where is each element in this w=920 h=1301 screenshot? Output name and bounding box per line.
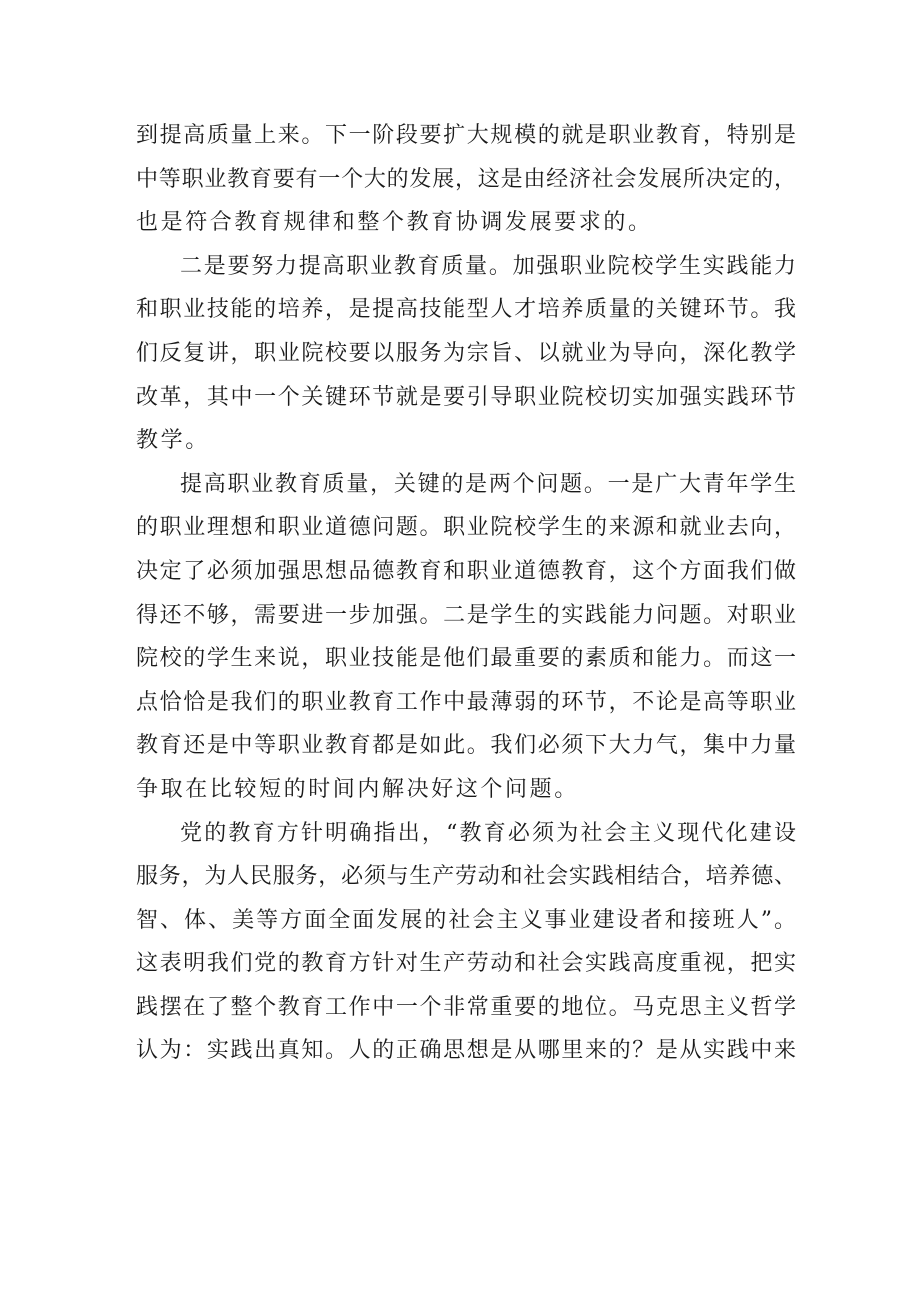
text-line: 中等职业教育要有一个大的发展，这是由经济社会发展所决定的，	[136, 166, 796, 192]
text-line: 认为：实践出真知。人的正确思想是从哪里来的？是从实践中来	[136, 1038, 796, 1064]
text-line: 和职业技能的培养，是提高技能型人才培养质量的关键环节。我	[136, 297, 796, 323]
document-body	[136, 114, 796, 1073]
text-line: 也是符合教育规律和整个教育协调发展要求的。	[136, 210, 653, 236]
text-line: 们反复讲，职业院校要以服务为宗旨、以就业为导向，深化教学	[136, 340, 796, 366]
text-line: 点恰恰是我们的职业教育工作中最薄弱的环节，不论是高等职业	[136, 689, 796, 715]
text-line: 院校的学生来说，职业技能是他们最重要的素质和能力。而这一	[136, 646, 796, 672]
paragraph-first-line: 二是要努力提高职业教育质量。加强职业院校学生实践能力	[180, 253, 796, 279]
paragraph-first-line: 党的教育方针明确指出，“教育必须为社会主义现代化建设	[180, 820, 796, 846]
text-line: 教学。	[136, 428, 210, 454]
text-line: 教育还是中等职业教育都是如此。我们必须下大力气，集中力量	[136, 733, 796, 759]
text-line: 改革，其中一个关键环节就是要引导职业院校切实加强实践环节	[136, 384, 796, 410]
text-line: 服务，为人民服务，必须与生产劳动和社会实践相结合，培养德、	[136, 864, 796, 890]
text-line: 得还不够，需要进一步加强。二是学生的实践能力问题。对职业	[136, 602, 796, 628]
text-line: 践摆在了整个教育工作中一个非常重要的地位。马克思主义哲学	[136, 994, 796, 1020]
text-line: 争取在比较短的时间内解决好这个问题。	[136, 776, 579, 802]
text-line: 到提高质量上来。下一阶段要扩大规模的就是职业教育，特别是	[136, 123, 796, 148]
paragraph-first-line: 提高职业教育质量，关键的是两个问题。一是广大青年学生	[180, 471, 796, 497]
text-line: 的职业理想和职业道德问题。职业院校学生的来源和就业去向，	[136, 515, 796, 541]
text-line: 决定了必须加强思想品德教育和职业道德教育，这个方面我们做	[136, 558, 796, 584]
text-line: 这表明我们党的教育方针对生产劳动和社会实践高度重视，把实	[136, 951, 796, 977]
text-line: 智、体、美等方面全面发展的社会主义事业建设者和接班人”。	[136, 907, 796, 933]
